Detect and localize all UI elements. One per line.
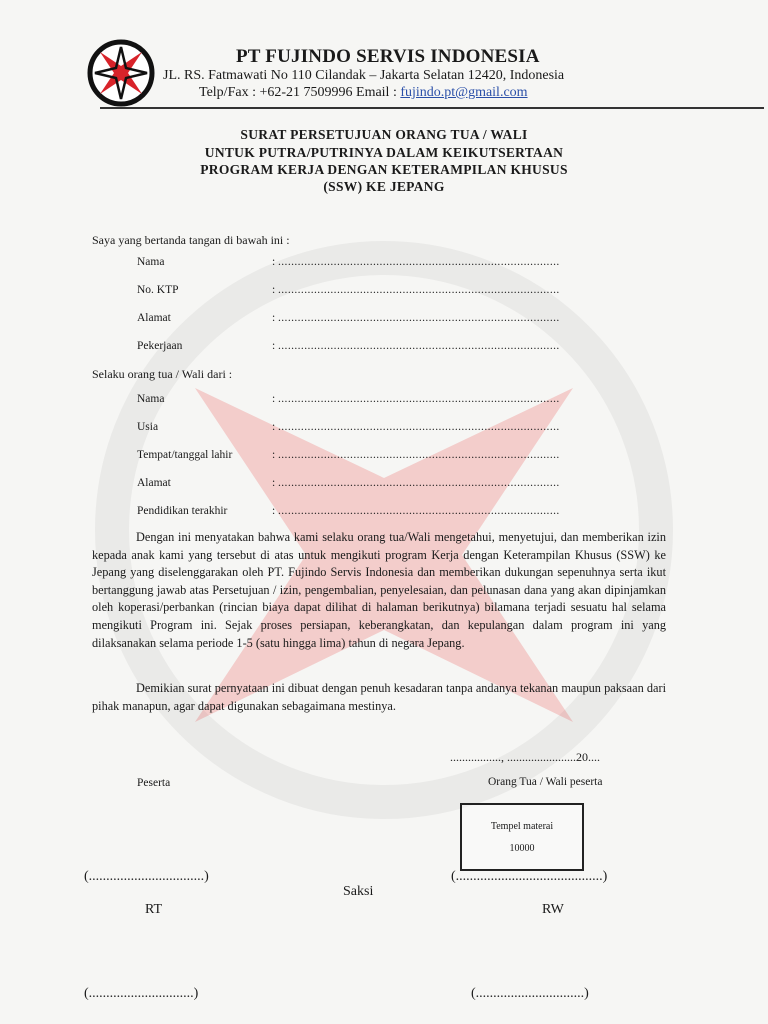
rt-label: RT — [145, 902, 163, 917]
contact-prefix: Telp/Fax : +62-21 7509996 Email : — [199, 85, 401, 100]
parent-occupation-field[interactable]: ...................................................................................... — [278, 340, 560, 352]
field-colon: : — [272, 449, 276, 461]
document-title-line4: (SSW) KE JEPANG — [323, 179, 445, 194]
parent-name-label: Nama — [137, 256, 165, 268]
closing-paragraph: Demikian surat pernyataan ini dibuat dengan penuh kesadaran tanpa andanya tekanan maupun paksaan dari pihak manapun, agar dapat digunakan sebagaimana mestinya. — [92, 681, 666, 713]
parent-name-field[interactable]: ...................................................................................... — [278, 256, 560, 268]
fujindo-star-logo-icon — [86, 38, 156, 108]
company-name: PT FUJINDO SERVIS INDONESIA — [236, 46, 540, 67]
field-colon: : — [272, 312, 276, 324]
peserta-signature-blank[interactable]: (.................................) — [84, 869, 209, 884]
email-link[interactable]: fujindo.pt@gmail.com — [400, 85, 528, 100]
child-intro-text: Selaku orang tua / Wali dari : — [92, 367, 233, 381]
child-education-label: Pendidikan terakhir — [137, 505, 228, 517]
field-colon: : — [272, 393, 276, 405]
document-title-line2: UNTUK PUTRA/PUTRINYA DALAM KEIKUTSERTAAN — [204, 145, 564, 160]
child-address-label: Alamat — [137, 477, 171, 489]
child-birth-field[interactable]: ...................................................................................... — [278, 449, 560, 461]
company-contact — [199, 85, 528, 101]
date-line[interactable]: ................., .......................20.... — [450, 750, 600, 764]
rt-signature-blank[interactable]: (..............................) — [84, 986, 199, 1001]
rw-signature-blank[interactable]: (...............................) — [471, 986, 589, 1001]
child-name-field[interactable]: ...................................................................................... — [278, 393, 560, 405]
rw-label: RW — [542, 902, 564, 917]
child-name-label: Nama — [137, 393, 165, 405]
field-colon: : — [272, 284, 276, 296]
field-colon: : — [272, 340, 276, 352]
child-birth-label: Tempat/tanggal lahir — [137, 449, 233, 461]
parent-ktp-field[interactable]: ...................................................................................... — [278, 284, 560, 296]
consent-paragraph: Dengan ini menyatakan bahwa kami selaku orang tua/Wali mengetahui, menyetujui, dan memberikan izin kepada anak kami yang tersebut di atas untuk mengikuti program Kerja dengan Keterampilan Khusus (SSW) ke Jepang yang diselenggarakan oleh PT. Fujindo Servis Indonesia dan memberikan dukungan sepenuhnya serta ikut bertanggung jawab atas Persetujuan / izin, pengembalian, penyelesaian, dan pelunasan dana yang akan dipinjamkan oleh koperasi/perbankan (rincian biaya dapat dilihat di halaman berikutnya) bilamana terjadi sesuatu hal selama mengikuti Program ini. Sejak proses persiapan, keberangkatan, dan kepulangan dalam program ini yang dilaksanakan selama periode 1-5 (satu hingga lima) tahun di negara Jepang. — [92, 530, 666, 650]
header-divider — [100, 107, 764, 109]
field-colon: : — [272, 505, 276, 517]
saksi-label: Saksi — [343, 884, 374, 899]
stamp-box — [460, 803, 584, 871]
parent-occupation-label: Pekerjaan — [137, 340, 183, 352]
stamp-label: Tempel materai — [490, 821, 554, 832]
stamp-value: 10000 — [509, 843, 535, 854]
parent-ktp-label: No. KTP — [137, 284, 179, 296]
parent-address-field[interactable]: ...................................................................................... — [278, 312, 560, 324]
parent-address-label: Alamat — [137, 312, 171, 324]
parent-signature-label: Orang Tua / Wali peserta — [488, 776, 603, 788]
child-age-label: Usia — [137, 421, 159, 433]
document-title-line1: SURAT PERSETUJUAN ORANG TUA / WALI — [240, 127, 528, 142]
child-age-field[interactable]: ...................................................................................... — [278, 421, 560, 433]
peserta-label: Peserta — [137, 777, 171, 789]
child-education-field[interactable]: ...................................................................................... — [278, 505, 560, 517]
parent-signature-blank[interactable]: (..........................................) — [451, 869, 608, 884]
intro-text: Saya yang bertanda tangan di bawah ini : — [92, 233, 290, 247]
field-colon: : — [272, 477, 276, 489]
field-colon: : — [272, 256, 276, 268]
field-colon: : — [272, 421, 276, 433]
company-address: JL. RS. Fatmawati No 110 Cilandak – Jakarta Selatan 12420, Indonesia — [163, 68, 565, 83]
child-address-field[interactable]: ...................................................................................... — [278, 477, 560, 489]
document-title-line3: PROGRAM KERJA DENGAN KETERAMPILAN KHUSUS — [200, 162, 568, 177]
